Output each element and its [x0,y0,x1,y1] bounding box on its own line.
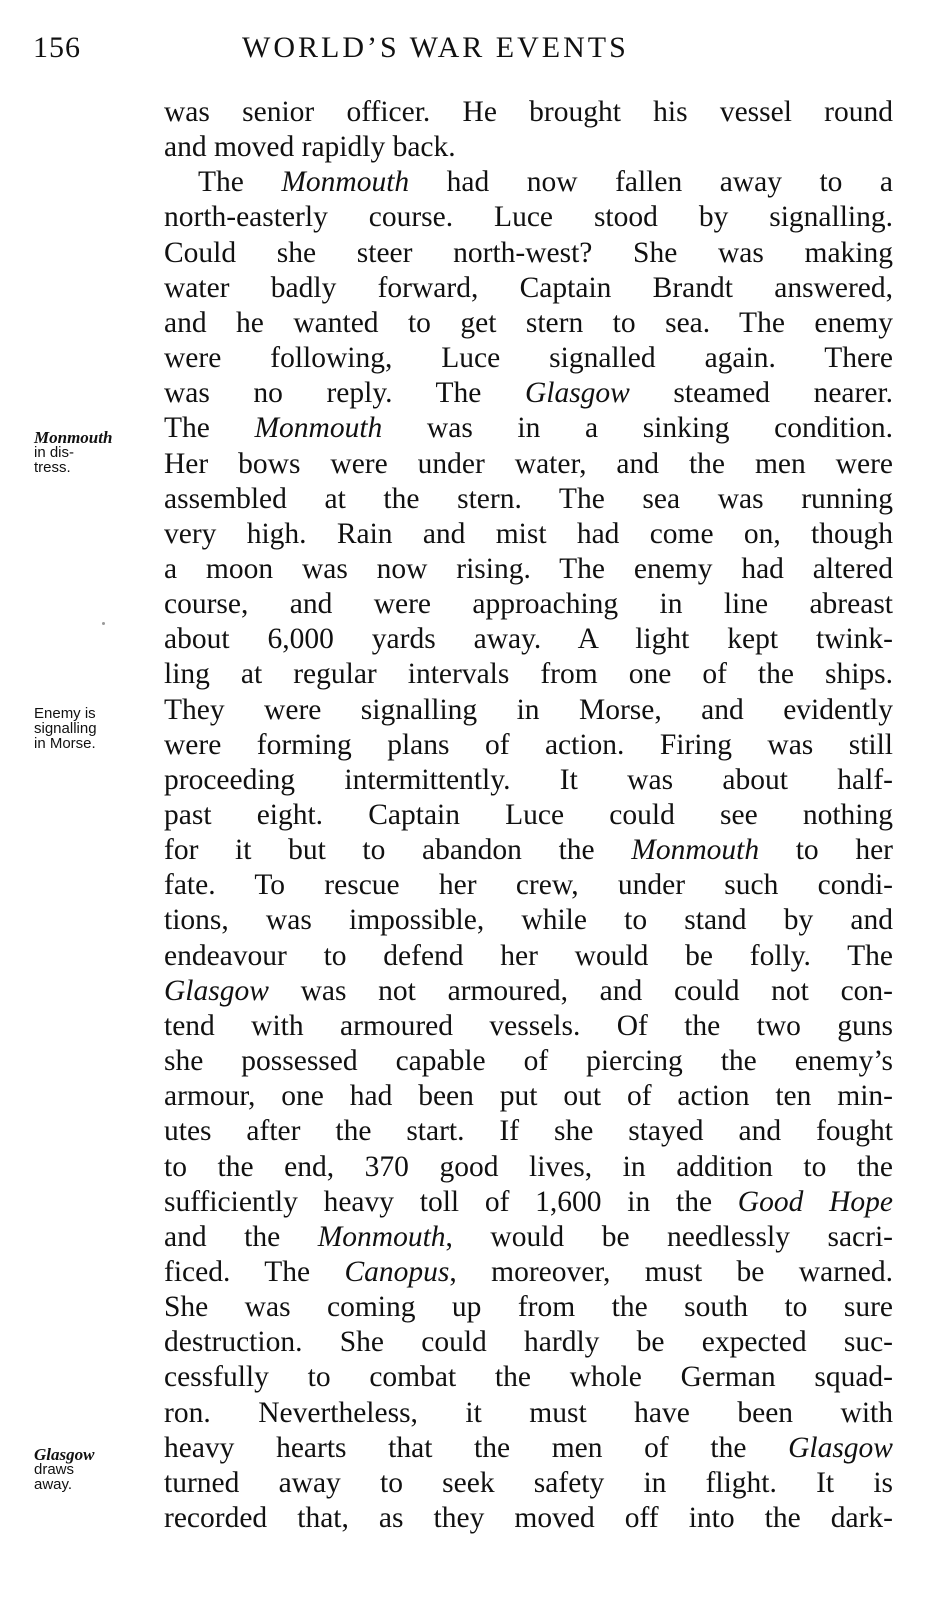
text-line: Her bows were under water, and the men were [164,447,893,480]
text-line: ling at regular intervals from one of the ships. [164,658,893,691]
text-line: north-easterly course. Luce stood by signalling. [164,201,893,234]
side-note-line: draws [34,1461,75,1478]
text-line: recorded that, as they moved off into the dark- [164,1502,893,1534]
text-line: course, and were approaching in line abreast [164,588,893,621]
text-line: She was coming up from the south to sure [164,1291,893,1324]
text-line: endeavour to defend her would be folly. The [164,939,893,972]
text-line: and moved rapidly back. [164,131,456,164]
text-line: armour, one had been put out of action ten min- [164,1080,893,1113]
side-note-glasgow [34,1447,158,1492]
text-line: water badly forward, Captain Brandt answered, [164,271,893,304]
paper-speck [102,622,105,625]
text-line: They were signalling in Morse, and evidently [164,693,893,726]
text-line: destruction. She could hardly be expected suc- [164,1326,893,1359]
side-note-monmouth [34,430,158,475]
text-line: tions, was impossible, while to stand by and [164,904,893,937]
text-line: about 6,000 yards away. A light kept twink- [164,623,893,656]
text-line: turned away to seek safety in flight. It is [164,1466,893,1499]
text-line: were forming plans of action. Firing was still [164,728,893,761]
text-line: ficed. The Canopus, moreover, must be warned. [164,1255,893,1288]
text-line: and he wanted to get stern to sea. The enemy [164,306,893,339]
side-note-morse [34,706,158,751]
text-line: fate. To rescue her crew, under such condi- [164,869,893,902]
text-line: ron. Nevertheless, it must have been with [164,1396,893,1429]
running-title: WORLD’S WAR EVENTS [242,31,629,64]
text-line: heavy hearts that the men of the Glasgow [164,1431,893,1464]
page-header [0,30,950,70]
text-line: utes after the start. If she stayed and fought [164,1115,893,1148]
side-note-line: tress. [34,459,71,476]
text-line: cessfully to combat the whole German squad- [164,1361,893,1394]
side-note-line: in dis- [34,444,75,461]
text-line: was senior officer. He brought his vessel round [164,96,893,128]
text-line: for it but to abandon the Monmouth to her [164,834,893,867]
text-line: assembled at the stern. The sea was running [164,482,893,515]
text-line: past eight. Captain Luce could see nothing [164,799,893,831]
text-line: proceeding intermittently. It was about half- [164,763,893,796]
side-note-line: signalling [34,720,97,737]
text-line: The Monmouth had now fallen away to a [198,166,893,199]
text-line: she possessed capable of piercing the enemy’s [164,1045,893,1078]
side-note-line: Enemy is [34,705,96,722]
text-line: tend with armoured vessels. Of the two guns [164,1009,893,1042]
text-line: The Monmouth was in a sinking condition. [164,412,893,445]
text-line: Could she steer north-west? She was making [164,236,893,269]
side-note-line: Glasgow [34,1445,95,1464]
text-line: Glasgow was not armoured, and could not con- [164,974,893,1007]
text-line: to the end, 370 good lives, in addition to the [164,1150,893,1183]
side-note-line: Monmouth [34,428,113,447]
text-line: and the Monmouth, would be needlessly sacri- [164,1220,893,1253]
text-line: very high. Rain and mist had come on, though [164,517,893,550]
text-line: sufficiently heavy toll of 1,600 in the Good Hope [164,1185,894,1218]
text-line: were following, Luce signalled again. There [164,342,893,375]
text-line: was no reply. The Glasgow steamed nearer. [164,377,894,410]
side-note-line: in Morse. [34,735,96,752]
page-number: 156 [33,31,81,64]
text-line: a moon was now rising. The enemy had altered [164,552,893,585]
side-note-line: away. [34,1476,73,1493]
